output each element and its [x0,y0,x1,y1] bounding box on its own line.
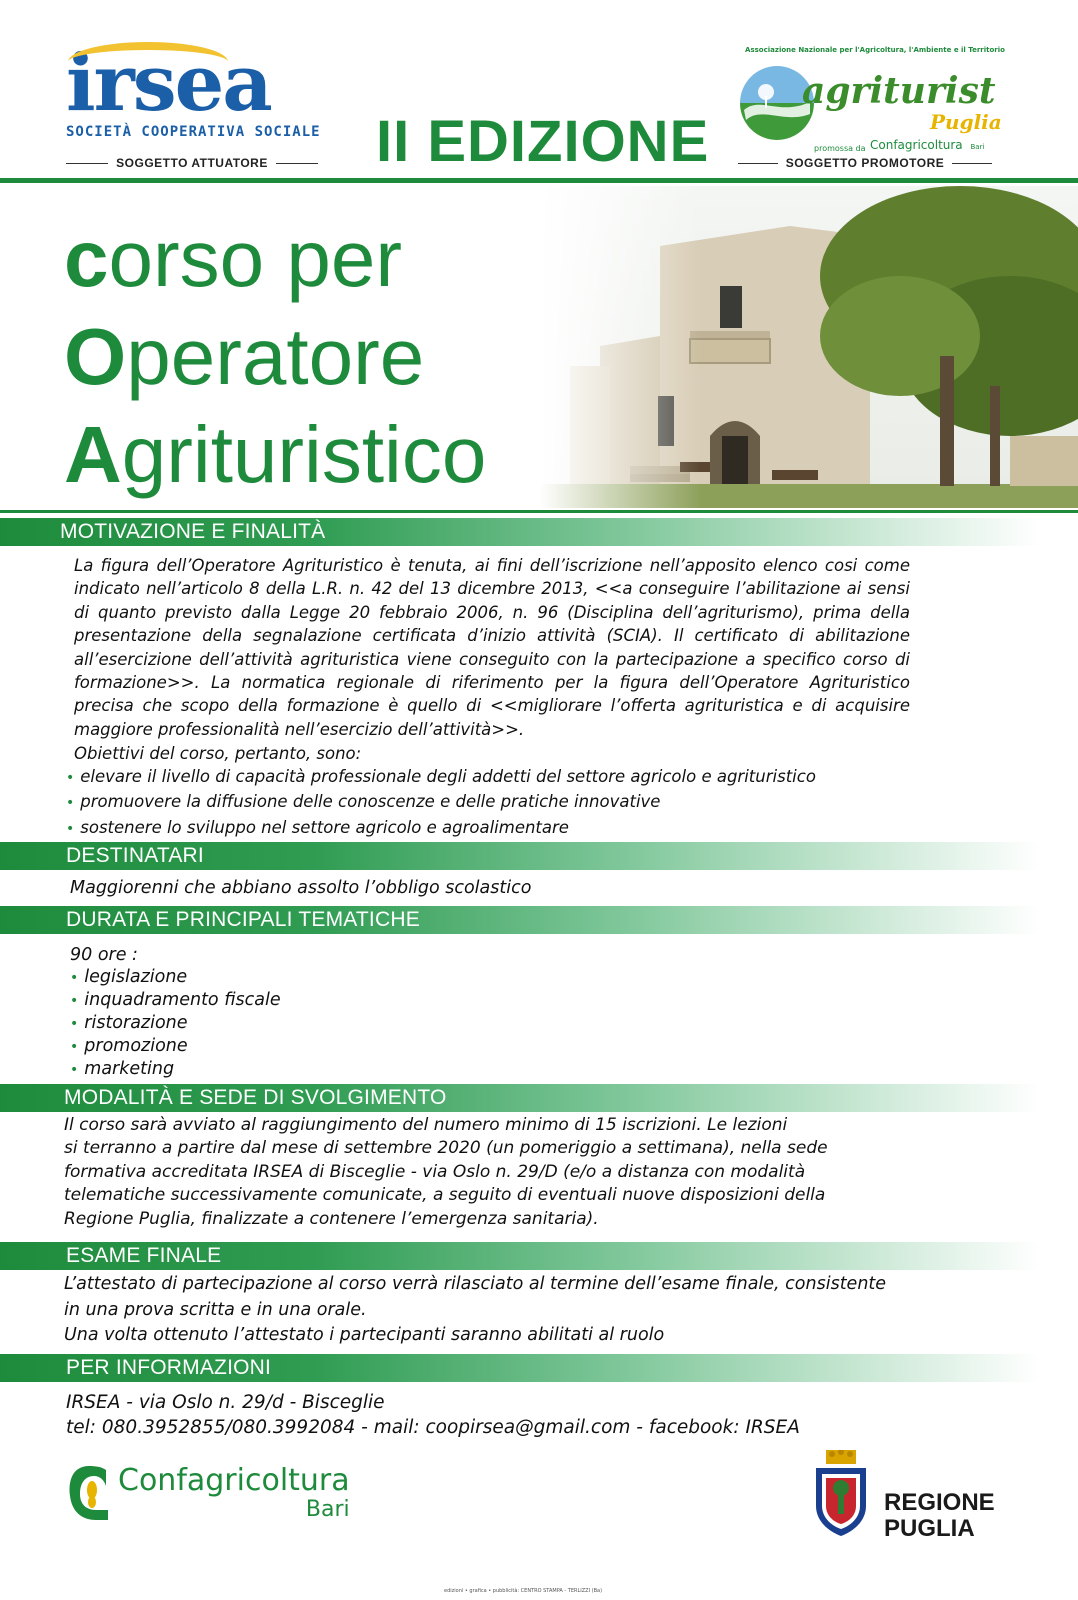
objectives-list [66,765,926,841]
irsea-logo [66,38,326,140]
hero-divider [0,510,1078,513]
bullet-icon: • [70,1062,79,1078]
irsea-subtitle: SOCIETÀ COOPERATIVA SOCIALE [66,124,321,140]
irsea-role: SOGGETTO ATTUATORE [66,156,318,170]
objectives-intro: Obiettivi del corso, pertanto, sono: [74,744,362,763]
agriturist-mark [740,58,1010,154]
durata-block [70,944,281,1081]
list-item: • legislazione [70,967,188,987]
list-item: • sostenere lo sviluppo nel settore agricolo e agroalimentare [66,816,926,841]
wheat-icon [66,1462,112,1524]
irsea-logo-word: irsea [66,38,271,129]
agriturist-region: Puglia [930,110,1002,134]
modalita-text: Il corso sarà avviato al raggiungimento del numero minimo di 15 iscrizioni. Le lezioni si terranno a partire dal mese di settembre 2020 (un pomeriggio a settimana), nella sede formativa accreditata IRSEA di Bisceglie - via Oslo n. 29/D (e/o a distanza con modalità telematiche successivamente comunicate, a seguito di eventuali nuove disposizioni della Regione Puglia, finalizzate a contenere l’emergenza sanitaria). [64,1115,828,1229]
section-header-modalita: MODALITÀ E SEDE DI SVOLGIMENTO [0,1084,1040,1112]
agriturist-role: SOGGETTO PROMOTORE [738,156,992,170]
bullet-icon: • [70,993,79,1009]
section-header-durata: DURATA E PRINCIPALI TEMATICHE [0,906,1040,934]
regione-puglia-logo [812,1450,995,1542]
header-divider [0,178,1078,183]
course-title [64,210,486,504]
section-header-info: PER INFORMAZIONI [0,1354,1040,1382]
section-header-destinatari: DESTINATARI [0,842,1040,870]
destinatari-text: Maggiorenni che abbiano assolto l’obbligo scolastico [70,878,532,898]
bullet-icon: • [70,970,79,986]
info-contacts: tel: 080.3952855/080.3992084 - mail: coopirsea@gmail.com - facebook: IRSEA [66,1417,800,1438]
section-header-esame: ESAME FINALE [0,1242,1040,1270]
agriturist-word: agriturist [802,70,996,112]
section-header-motivazione: MOTIVAZIONE E FINALITÀ [0,518,1040,546]
confagricoltura-text: Confagricoltura Bari [118,1462,350,1522]
esame-text: L’attestato di partecipazione al corso verrà rilasciato al termine dell’esame finale, consistente in una prova scritta e in una orale. Una volta ottenuto l’attestato i partecipanti saranno abilitati al ruolo [64,1274,887,1345]
farmhouse-photo [540,186,1078,508]
list-item: • marketing [70,1059,175,1079]
confagricoltura-logo [66,1462,350,1524]
info-text [66,1390,1026,1440]
list-item: • promozione [70,1036,188,1056]
bullet-icon: • [70,1016,79,1032]
irsea-logo-arc [68,42,228,82]
bullet-icon: • [66,795,75,812]
durata-hours: 90 ore : [70,945,138,965]
agriturist-promoter: Confagricoltura Bari [870,138,985,152]
motivazione-paragraph: La figura dell’Operatore Agrituristico è tenuta, ai fini dell’iscrizione nell’apposito elenco cosi come indicato nell’articolo 8 della L.R. n. 42 del 13 dicembre 2013, <<a conseguire l’abilitazione ai sensi di quanto previsto dalla Legge 20 febbraio 2006, n. 96 (Disciplina dell’agriturismo), prima della presentazione della segnalazione certificata d’inizio attività (SCIA). Il certificato di abilitazione all’esercizione dell’attività agrituristica viene conseguito con la partecipazione a specifico corso di formazione>>. La normatica regionale di riferimento per la figura dell’Operatore Agrituristico precisa che scopo della formazione è quello di <<migliorare l’offerta agrituristica e di acquisire maggiore professionalità nell’esercizio dell’attività>>. [74,556,910,739]
list-item: • ristorazione [70,1013,188,1033]
bullet-icon: • [70,1039,79,1055]
printer-credit: edizioni • grafica • pubblicità: CENTRO STAMPA - TERLIZZI (Ba) [444,1588,603,1594]
divider [66,163,108,164]
course-title-line-3: Agrituristico [64,410,487,499]
info-address: IRSEA - via Oslo n. 29/d - Bisceglie [66,1392,385,1413]
agriturist-promoted-by: promossa da [814,144,866,153]
list-item: • inquadramento fiscale [70,990,281,1010]
divider [276,163,318,164]
divider [738,163,778,164]
bullet-icon: • [66,770,75,786]
edition-title: II EDIZIONE [376,109,710,174]
bullet-icon: • [66,820,75,837]
agriturist-logo [740,46,1010,154]
course-title-line-1: corso per [64,214,402,303]
agriturist-association: Associazione Nazionale per l'Agricoltura, l'Ambiente e il Territorio [745,46,1005,54]
regione-text: REGIONE PUGLIA [884,1489,995,1542]
list-item: • elevare il livello di capacità professionale degli addetti del settore agricolo e agrituristico [66,765,926,790]
list-item: • promuovere la diffusione delle conoscenze e delle pratiche innovative [66,790,926,815]
divider [952,163,992,164]
course-title-line-2: Operatore [64,312,425,401]
regione-coat-of-arms-icon [812,1450,870,1542]
